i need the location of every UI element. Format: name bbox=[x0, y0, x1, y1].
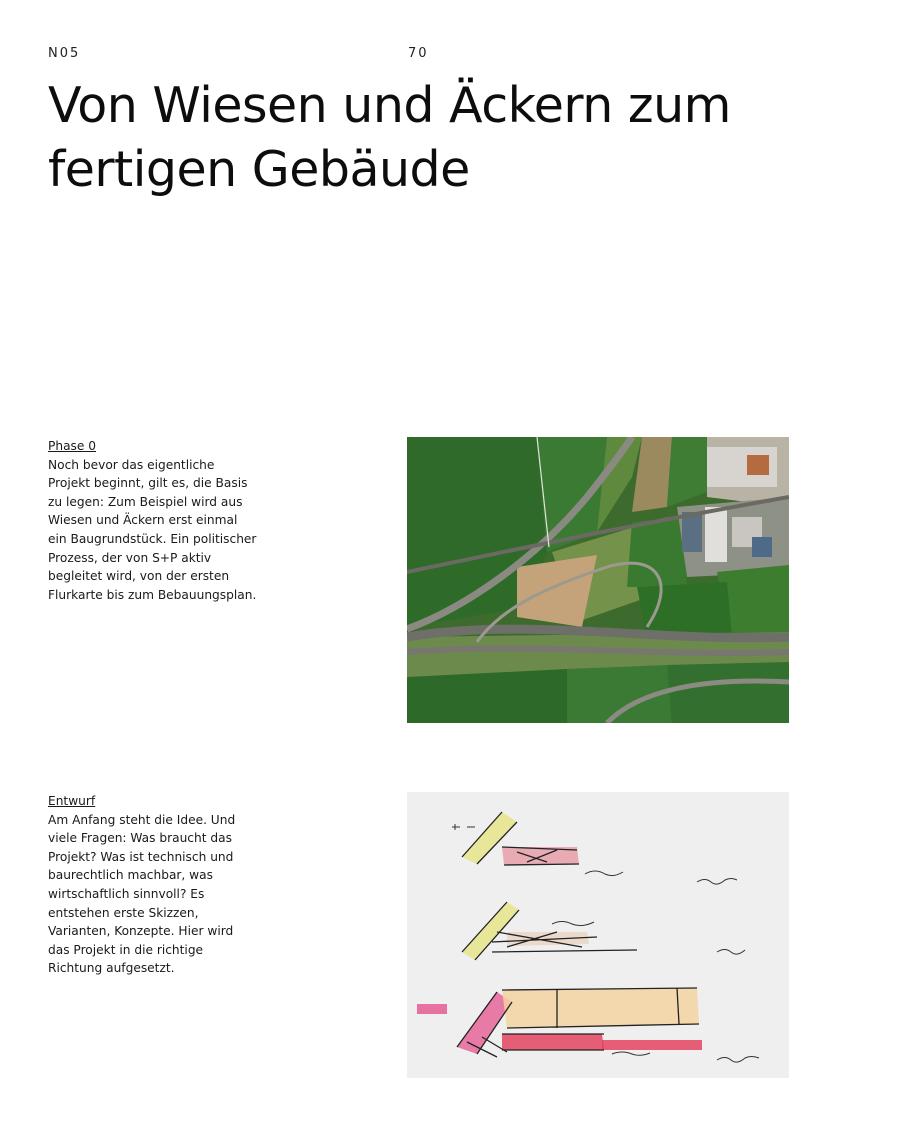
aerial-photo bbox=[407, 437, 789, 723]
section-phase-0 bbox=[48, 437, 258, 604]
section-label: Phase 0 bbox=[48, 439, 97, 453]
page-number: 70 bbox=[408, 46, 429, 61]
section-body: Noch bevor das eigentliche Projekt beginnt, gilt es, die Basis zu legen: Zum Beispiel wird aus Wiesen und Äckern erst einmal ein Baugrundstück. Ein politischer Prozess, der von S+P aktiv begleitet wird, von der ersten Flurkarte bis zum Bebauungsplan. bbox=[48, 457, 257, 602]
section-label: Entwurf bbox=[48, 794, 96, 808]
section-entwurf bbox=[48, 792, 258, 978]
section-body: Am Anfang steht die Idee. Und viele Fragen: Was braucht das Projekt? Was ist technisch und baurechtlich machbar, was wirtschaftlich sinnvoll? Es entstehen erste Skizzen, Varianten, Konzepte. Hier wird das Projekt in die richtige Richtung aufgesetzt. bbox=[48, 812, 236, 976]
page-title: Von Wiesen und Äckern zum fertigen Gebäude bbox=[48, 77, 731, 198]
design-sketch bbox=[407, 792, 789, 1078]
issue-number: N05 bbox=[48, 46, 81, 61]
